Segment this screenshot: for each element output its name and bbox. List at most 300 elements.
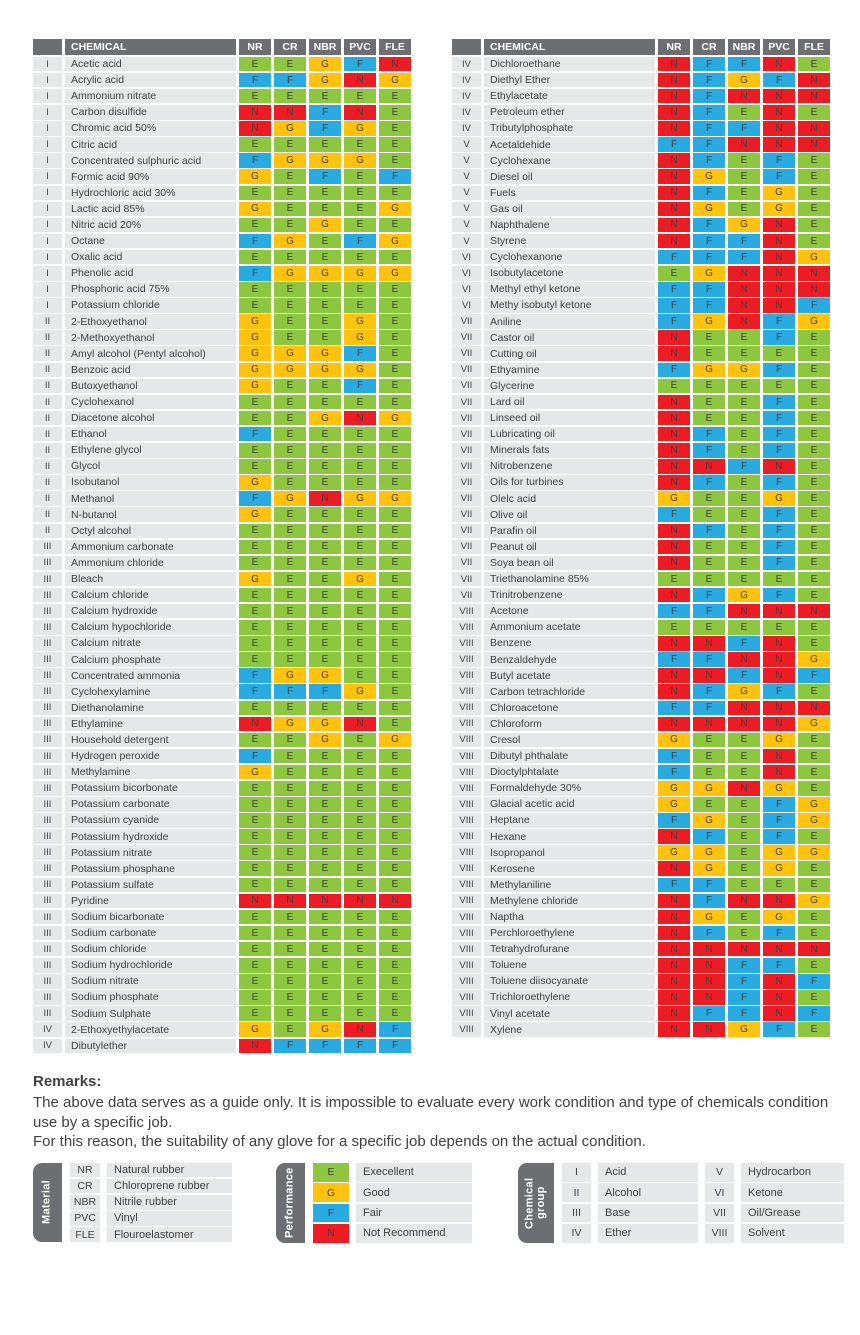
chemical-name-cell: Isopropanol — [484, 845, 655, 860]
rating-cell: N — [309, 894, 341, 909]
chemical-group-code: II — [562, 1183, 591, 1202]
column-header-chemical: CHEMICAL — [65, 39, 236, 55]
rating-cell: E — [693, 411, 725, 426]
group-cell: IV — [452, 57, 481, 72]
rating-cell: E — [309, 926, 341, 941]
rating-cell: E — [239, 57, 271, 72]
rating-cell: E — [798, 781, 830, 796]
group-cell: VII — [452, 556, 481, 571]
rating-cell: N — [728, 298, 760, 313]
rating-cell: E — [344, 282, 376, 297]
chemical-name-cell: Methy isobutyl ketone — [484, 298, 655, 313]
chemical-name-cell: Trichloroethylene — [484, 990, 655, 1005]
rating-cell: F — [728, 668, 760, 683]
rating-cell: E — [344, 137, 376, 152]
group-cell: I — [33, 169, 62, 184]
rating-cell: E — [379, 427, 411, 442]
chemical-name-cell: Lard oil — [484, 395, 655, 410]
rating-cell: E — [728, 829, 760, 844]
rating-cell: E — [274, 395, 306, 410]
rating-cell: E — [239, 89, 271, 104]
chemical-name-cell: N-butanol — [65, 507, 236, 522]
rating-cell: E — [309, 202, 341, 217]
rating-cell: N — [693, 717, 725, 732]
rating-cell: N — [239, 1039, 271, 1054]
table-row — [452, 202, 831, 217]
rating-cell: G — [309, 411, 341, 426]
rating-cell: E — [309, 572, 341, 587]
table-row — [33, 57, 412, 72]
rating-cell: E — [798, 202, 830, 217]
rating-cell: G — [309, 218, 341, 233]
rating-cell: N — [763, 234, 795, 249]
rating-cell: N — [309, 491, 341, 506]
rating-cell: N — [658, 153, 690, 168]
rating-cell: E — [239, 443, 271, 458]
chemical-name-cell: Calcium chloride — [65, 588, 236, 603]
rating-cell: E — [309, 186, 341, 201]
chemical-name-cell: Ethylamine — [65, 717, 236, 732]
table-row — [33, 330, 412, 345]
table-row — [452, 556, 831, 571]
material-label: Chloroprene rubber — [107, 1179, 232, 1193]
rating-cell: F — [693, 1006, 725, 1021]
rating-cell: F — [693, 829, 725, 844]
rating-cell: F — [239, 668, 271, 683]
rating-cell: F — [763, 169, 795, 184]
rating-cell: E — [274, 974, 306, 989]
table-row — [33, 572, 412, 587]
rating-cell: F — [763, 153, 795, 168]
rating-cell: E — [344, 443, 376, 458]
group-cell: IV — [452, 89, 481, 104]
table-row — [33, 266, 412, 281]
rating-cell: E — [379, 298, 411, 313]
chemical-name-cell: Butyl acetate — [484, 668, 655, 683]
rating-cell: E — [763, 379, 795, 394]
table-row — [452, 958, 831, 973]
rating-cell: E — [274, 958, 306, 973]
rating-cell: G — [693, 314, 725, 329]
rating-cell: E — [239, 298, 271, 313]
rating-cell: E — [309, 797, 341, 812]
group-cell: I — [33, 266, 62, 281]
rating-cell: E — [309, 524, 341, 539]
rating-cell: F — [658, 878, 690, 893]
chemical-name-cell: 2-Methoxyethanol — [65, 330, 236, 345]
table-row — [452, 1006, 831, 1021]
table-row — [33, 169, 412, 184]
rating-cell: G — [274, 668, 306, 683]
performance-label: Execellent — [356, 1163, 472, 1182]
rating-cell: F — [763, 507, 795, 522]
legend-chemical-group-title: Chemical group — [518, 1163, 554, 1243]
table-row — [452, 89, 831, 104]
rating-cell: E — [309, 974, 341, 989]
rating-cell: E — [344, 540, 376, 555]
rating-cell: E — [798, 507, 830, 522]
group-cell: III — [33, 604, 62, 619]
group-cell: VII — [452, 411, 481, 426]
rating-cell: N — [658, 346, 690, 361]
rating-cell: G — [309, 717, 341, 732]
rating-cell: G — [344, 572, 376, 587]
rating-cell: F — [763, 1022, 795, 1037]
table-header-row — [452, 39, 831, 55]
rating-cell: G — [763, 491, 795, 506]
column-header-pvc: PVC — [344, 39, 376, 55]
table-row — [452, 765, 831, 780]
rating-cell: G — [379, 202, 411, 217]
rating-cell: E — [309, 813, 341, 828]
rating-cell: G — [728, 684, 760, 699]
group-cell: II — [33, 346, 62, 361]
group-cell: VIII — [452, 1022, 481, 1037]
table-row — [452, 314, 831, 329]
rating-cell: N — [763, 668, 795, 683]
table-row — [33, 137, 412, 152]
table-row — [452, 266, 831, 281]
group-cell: III — [33, 910, 62, 925]
group-cell: III — [33, 958, 62, 973]
rating-cell: E — [344, 926, 376, 941]
rating-cell: E — [344, 459, 376, 474]
rating-cell: E — [309, 604, 341, 619]
group-cell: VII — [452, 524, 481, 539]
rating-cell: E — [379, 861, 411, 876]
rating-cell: E — [239, 845, 271, 860]
rating-cell: G — [693, 813, 725, 828]
chemical-name-cell: Phosphoric acid 75% — [65, 282, 236, 297]
rating-cell: E — [309, 958, 341, 973]
rating-cell: E — [344, 169, 376, 184]
group-cell: V — [452, 234, 481, 249]
chemical-name-cell: Perchloroethylene — [484, 926, 655, 941]
rating-cell: G — [239, 314, 271, 329]
rating-cell: E — [379, 717, 411, 732]
rating-cell: G — [379, 411, 411, 426]
rating-cell: E — [379, 910, 411, 925]
table-row — [33, 878, 412, 893]
chemical-name-cell: 2-Ethoxyethanol — [65, 314, 236, 329]
performance-swatch-e: E — [313, 1163, 349, 1182]
rating-cell: G — [309, 73, 341, 88]
column-header-fle: FLE — [798, 39, 830, 55]
chemical-name-cell: Butoxyethanol — [65, 379, 236, 394]
column-header-nr: NR — [658, 39, 690, 55]
rating-cell: E — [344, 588, 376, 603]
rating-cell: E — [379, 346, 411, 361]
rating-cell: G — [344, 330, 376, 345]
table-row — [33, 781, 412, 796]
rating-cell: G — [309, 57, 341, 72]
rating-cell: E — [274, 524, 306, 539]
chemical-name-cell: Nitric acid 20% — [65, 218, 236, 233]
rating-cell: E — [798, 459, 830, 474]
rating-cell: G — [658, 781, 690, 796]
rating-cell: N — [763, 282, 795, 297]
chemical-name-cell: Hydrogen peroxide — [65, 749, 236, 764]
rating-cell: F — [309, 1039, 341, 1054]
rating-cell: E — [274, 604, 306, 619]
rating-cell: F — [309, 105, 341, 120]
rating-cell: E — [309, 910, 341, 925]
rating-cell: E — [274, 942, 306, 957]
rating-cell: N — [658, 588, 690, 603]
rating-cell: E — [239, 861, 271, 876]
rating-cell: E — [798, 443, 830, 458]
rating-cell: N — [763, 137, 795, 152]
rating-cell: E — [274, 572, 306, 587]
rating-cell: E — [658, 572, 690, 587]
material-label: Flouroelastomer — [107, 1227, 232, 1241]
chemical-name-cell: Nitrobenzene — [484, 459, 655, 474]
rating-cell: G — [239, 330, 271, 345]
column-header-fle: FLE — [379, 39, 411, 55]
rating-cell: E — [693, 379, 725, 394]
rating-cell: E — [239, 137, 271, 152]
rating-cell: E — [309, 620, 341, 635]
chemical-resistance-table-right — [452, 39, 831, 1039]
rating-cell: E — [798, 749, 830, 764]
group-cell: II — [33, 330, 62, 345]
rating-cell: E — [274, 556, 306, 571]
rating-cell: E — [798, 588, 830, 603]
chemical-name-cell: Olive oil — [484, 507, 655, 522]
rating-cell: E — [274, 282, 306, 297]
group-cell: VIII — [452, 861, 481, 876]
chemical-name-cell: Benzoic acid — [65, 363, 236, 378]
rating-cell: E — [239, 942, 271, 957]
rating-cell: N — [658, 395, 690, 410]
rating-cell: E — [379, 443, 411, 458]
rating-cell: E — [693, 491, 725, 506]
legend-performance-row — [313, 1224, 472, 1243]
rating-cell: E — [379, 588, 411, 603]
chemical-name-cell: Benzene — [484, 636, 655, 651]
group-cell: V — [452, 137, 481, 152]
table-row — [33, 121, 412, 136]
rating-cell: G — [239, 169, 271, 184]
rating-cell: E — [274, 507, 306, 522]
chemical-name-cell: Linseed oil — [484, 411, 655, 426]
table-row — [33, 733, 412, 748]
rating-cell: G — [239, 765, 271, 780]
rating-cell: E — [379, 395, 411, 410]
rating-cell: G — [763, 733, 795, 748]
rating-cell: E — [344, 524, 376, 539]
chemical-name-cell: Acetone — [484, 604, 655, 619]
rating-cell: E — [379, 459, 411, 474]
rating-cell: E — [379, 89, 411, 104]
remarks-section — [33, 1072, 835, 1152]
rating-cell: E — [379, 701, 411, 716]
table-row — [33, 974, 412, 989]
rating-cell: E — [309, 443, 341, 458]
rating-cell: F — [344, 1039, 376, 1054]
chemical-name-cell: Diethanolamine — [65, 701, 236, 716]
group-cell: VIII — [452, 990, 481, 1005]
chemical-name-cell: Heptane — [484, 813, 655, 828]
chemical-name-cell: Potassium sulfate — [65, 878, 236, 893]
rating-cell: N — [658, 475, 690, 490]
rating-cell: F — [658, 298, 690, 313]
rating-cell: E — [728, 379, 760, 394]
rating-cell: E — [379, 507, 411, 522]
rating-cell: N — [763, 652, 795, 667]
rating-cell: F — [728, 121, 760, 136]
rating-cell: E — [309, 540, 341, 555]
group-cell: I — [33, 250, 62, 265]
rating-cell: F — [728, 459, 760, 474]
chemical-name-cell: Diethyl Ether — [484, 73, 655, 88]
legend-material-body — [70, 1163, 232, 1243]
performance-swatch-n: N — [313, 1224, 349, 1243]
column-header-chemical: CHEMICAL — [484, 39, 655, 55]
group-cell: II — [33, 395, 62, 410]
group-cell: VIII — [452, 765, 481, 780]
rating-cell: N — [763, 765, 795, 780]
remarks-title: Remarks: — [33, 1073, 102, 1090]
rating-cell: E — [274, 1022, 306, 1037]
legend-performance-row — [313, 1163, 472, 1182]
chemical-name-cell: Styrene — [484, 234, 655, 249]
rating-cell: G — [693, 861, 725, 876]
rating-cell: E — [798, 218, 830, 233]
group-cell: V — [452, 169, 481, 184]
rating-cell: F — [239, 427, 271, 442]
chemical-name-cell: 2-Ethoxyethylacetate — [65, 1022, 236, 1037]
rating-cell: G — [693, 363, 725, 378]
rating-cell: E — [379, 684, 411, 699]
rating-cell: E — [309, 942, 341, 957]
rating-cell: E — [239, 636, 271, 651]
chemical-name-cell: Methylamine — [65, 765, 236, 780]
material-label: Natural rubber — [107, 1163, 232, 1177]
rating-cell: E — [239, 395, 271, 410]
rating-cell: E — [309, 89, 341, 104]
group-cell: VIII — [452, 845, 481, 860]
rating-cell: E — [379, 137, 411, 152]
rating-cell: F — [763, 588, 795, 603]
chemical-name-cell: Potassium chloride — [65, 298, 236, 313]
rating-cell: E — [344, 298, 376, 313]
rating-cell: N — [658, 684, 690, 699]
rating-cell: F — [728, 57, 760, 72]
rating-cell: E — [379, 330, 411, 345]
rating-cell: F — [693, 153, 725, 168]
rating-cell: E — [728, 202, 760, 217]
rating-cell: F — [309, 169, 341, 184]
rating-cell: N — [693, 1022, 725, 1037]
rating-cell: E — [798, 427, 830, 442]
table-row — [33, 89, 412, 104]
table-row — [33, 701, 412, 716]
chemical-name-cell: Sodium phosphate — [65, 990, 236, 1005]
chemical-name-cell: Citric acid — [65, 137, 236, 152]
rating-cell: F — [728, 974, 760, 989]
rating-cell: F — [763, 363, 795, 378]
rating-cell: G — [658, 733, 690, 748]
group-cell: I — [33, 73, 62, 88]
rating-cell: N — [658, 105, 690, 120]
group-cell: V — [452, 153, 481, 168]
rating-cell: F — [693, 73, 725, 88]
table-row — [33, 105, 412, 120]
rating-cell: G — [728, 1022, 760, 1037]
rating-cell: E — [763, 878, 795, 893]
rating-cell: F — [309, 684, 341, 699]
table-row — [33, 427, 412, 442]
group-cell: I — [33, 121, 62, 136]
chemical-name-cell: Acetaldehide — [484, 137, 655, 152]
group-cell: VII — [452, 427, 481, 442]
chemical-name-cell: Cyclohexanol — [65, 395, 236, 410]
rating-cell: N — [763, 121, 795, 136]
group-cell: III — [33, 620, 62, 635]
rating-cell: N — [798, 89, 830, 104]
rating-cell: E — [798, 684, 830, 699]
table-row — [33, 894, 412, 909]
table-row — [33, 797, 412, 812]
rating-cell: F — [379, 1022, 411, 1037]
table-row — [452, 878, 831, 893]
chemical-name-cell: Potassium phosphane — [65, 861, 236, 876]
legend-performance-title: Performance — [276, 1163, 305, 1243]
rating-cell: E — [274, 137, 306, 152]
rating-cell: N — [728, 717, 760, 732]
rating-cell: G — [798, 717, 830, 732]
rating-cell: G — [309, 266, 341, 281]
table-row — [33, 1006, 412, 1021]
rating-cell: F — [798, 668, 830, 683]
rating-cell: E — [379, 1006, 411, 1021]
group-cell: V — [452, 218, 481, 233]
chemical-name-cell: Methanol — [65, 491, 236, 506]
table-row — [33, 218, 412, 233]
rating-cell: N — [763, 1006, 795, 1021]
chemical-name-cell: Toluene — [484, 958, 655, 973]
rating-cell: E — [239, 990, 271, 1005]
rating-cell: E — [379, 958, 411, 973]
chemical-name-cell: Acetic acid — [65, 57, 236, 72]
rating-cell: F — [379, 169, 411, 184]
rating-cell: N — [728, 652, 760, 667]
rating-cell: E — [274, 186, 306, 201]
rating-cell: E — [344, 250, 376, 265]
rating-cell: F — [344, 379, 376, 394]
rating-cell: E — [239, 540, 271, 555]
chemical-name-cell: Glycerine — [484, 379, 655, 394]
chemical-name-cell: Chloroform — [484, 717, 655, 732]
performance-label: Good — [356, 1183, 472, 1202]
group-cell: VII — [452, 540, 481, 555]
performance-swatch-f: F — [313, 1204, 349, 1223]
rating-cell: G — [309, 153, 341, 168]
rating-cell: E — [344, 427, 376, 442]
rating-cell: N — [344, 717, 376, 732]
group-cell: V — [452, 186, 481, 201]
group-cell: VIII — [452, 684, 481, 699]
rating-cell: E — [309, 861, 341, 876]
rating-cell: N — [658, 73, 690, 88]
rating-cell: E — [728, 186, 760, 201]
chemical-name-cell: Dioctylphtalate — [484, 765, 655, 780]
rating-cell: G — [798, 813, 830, 828]
group-cell: III — [33, 845, 62, 860]
rating-cell: N — [728, 781, 760, 796]
rating-cell: F — [763, 475, 795, 490]
